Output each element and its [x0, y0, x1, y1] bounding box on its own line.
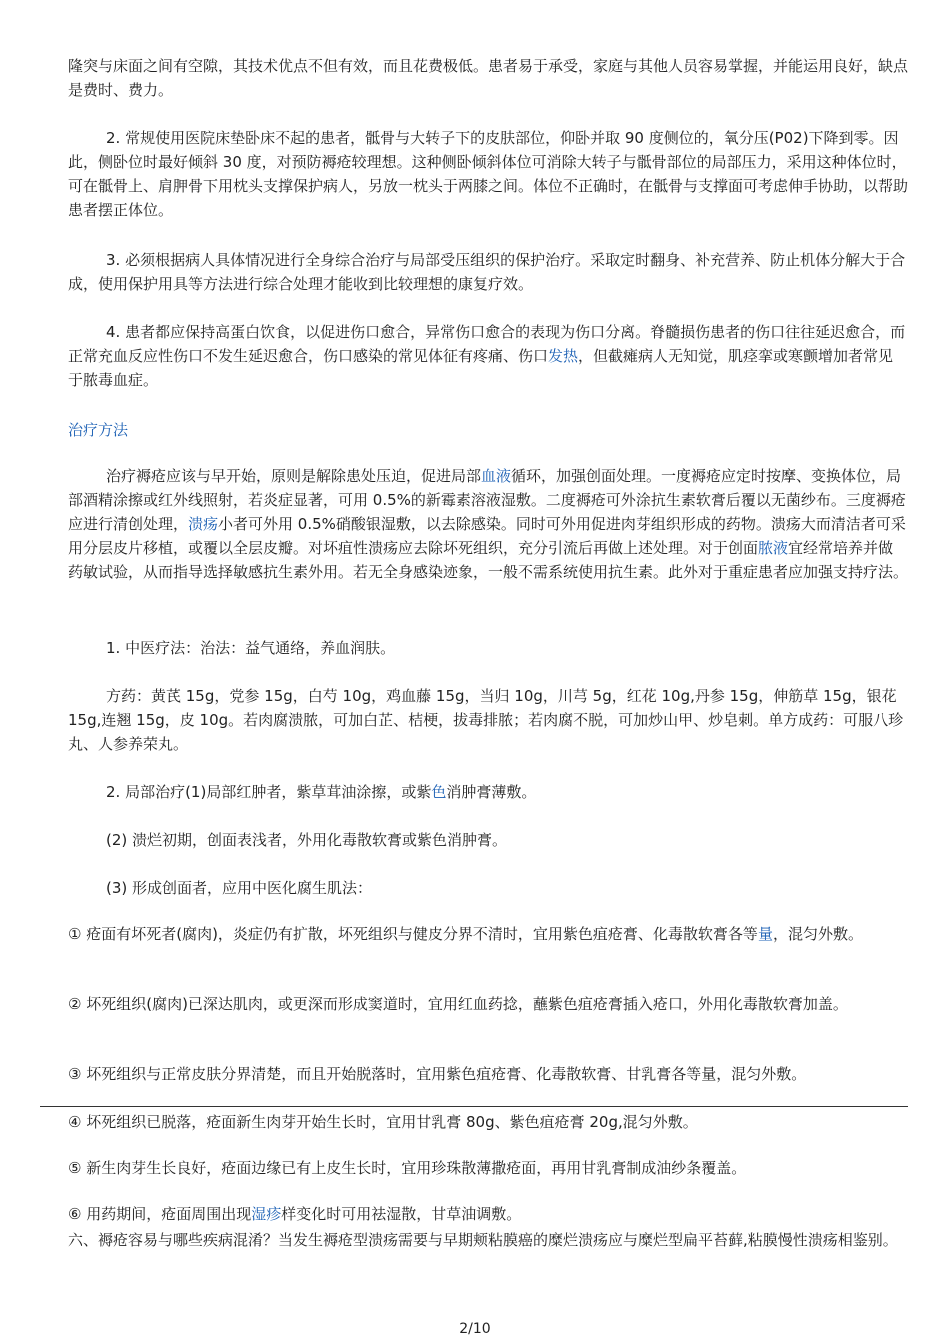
color-link[interactable]: 色	[431, 783, 447, 801]
tcm-therapy-title: 1. 中医疗法：治法：益气通络，养血润肤。	[106, 639, 396, 657]
step-4: ④ 坏死组织已脱落，疮面新生肉芽开始生长时，宜用甘乳膏 80g、紫色疽疮膏 20g,混匀外敷。	[68, 1113, 698, 1131]
step-3: ③ 坏死组织与正常皮肤分界清楚，而且开始脱落时，宜用紫色疽疮膏、化毒散软膏、甘乳膏各等量，混匀外敷。	[68, 1065, 807, 1083]
step-2: ② 坏死组织(腐肉)已深达肌肉，或更深而形成窦道时，宜用红血药捻，蘸紫色疽疮膏插入疮口，外用化毒散软膏加盖。	[68, 995, 848, 1013]
paragraph-comprehensive-treatment: 3. 必须根据病人具体情况进行全身综合治疗与局部受压组织的保护治疗。采取定时翻身、补充营养、防止机体分解大于合成，使用保护用具等方法进行综合处理才能收到比较理想的康复疗效。	[68, 251, 906, 293]
local-treatment-3: (3) 形成创面者，应用中医化腐生肌法：	[106, 879, 373, 897]
section-heading-treatment[interactable]	[68, 418, 908, 442]
paragraph-continued: 隆突与床面之间有空隙，其技术优点不但有效，而且花费极低。患者易于承受，家庭与其他人员容易掌握，并能运用良好，缺点是费时、费力。	[68, 57, 909, 99]
pus-link[interactable]: 脓液	[758, 539, 789, 557]
page-number: 2/10	[459, 1321, 491, 1337]
ulcer-link[interactable]: 溃疡	[188, 515, 219, 533]
divider-line	[40, 1106, 908, 1107]
fever-link[interactable]: 发热	[548, 347, 579, 365]
step-6: ⑥ 用药期间，疮面周围出现湿疹样变化时可用祛湿散，甘草油调敷。	[68, 1205, 522, 1223]
local-treatment-2: (2) 溃烂初期，创面表浅者，外用化毒散软膏或紫色消肿膏。	[106, 831, 508, 849]
blood-link[interactable]: 血液	[481, 467, 512, 485]
prescription-paragraph: 方药：黄芪 15g，党参 15g，白芍 10g，鸡血藤 15g，当归 10g，川芎 5g，红花 10g,丹参 15g，伸筋草 15g，银花 15g,连翘 15g，皮 10g。若肉腐溃脓，可加白芷、桔梗，拔毒排脓；若肉腐不脱，可加炒山甲、炒皂刺。单方成药：可服八珍丸、人参养荣丸。	[68, 687, 904, 753]
step-1: ① 疮面有坏死者(腐肉)，炎症仍有扩散，坏死组织与健皮分界不清时，宜用紫色疽疮膏、化毒散软膏各等量，混匀外敷。	[68, 925, 863, 943]
paragraph-nutrition: 4. 患者都应保持高蛋白饮食，以促进伤口愈合，异常伤口愈合的表现为伤口分离。脊髓损伤患者的伤口往往延迟愈合，而正常充血反应性伤口不发生延迟愈合，伤口感染的常见体征有疼痛、伤口发热，但截瘫病人无知觉，肌痉挛或寒颤增加者常见于脓毒血症。	[68, 323, 906, 389]
treatment-methods-link[interactable]: 治疗方法	[68, 421, 129, 439]
amount-link[interactable]: 量	[757, 925, 773, 943]
step-5: ⑤ 新生肉芽生长良好，疮面边缘已有上皮生长时，宜用珍珠散薄撒疮面，再用甘乳膏制成油纱条覆盖。	[68, 1159, 747, 1177]
paragraph-treatment: 治疗褥疮应该与早开始，原则是解除患处压迫，促进局部血液循环，加强创面处理。一度褥疮应定时按摩、变换体位，局部酒精涂擦或红外线照射，若炎症显著，可用 0.5%的新霉素溶液湿敷。二度褥疮可外涂抗生素软膏后覆以无菌纱布。三度褥疮应进行清创处理，溃疡小者可外用 0.5%硝酸银湿敷，以去除感染。同时可外用促进肉芽组织形成的药物。溃疡大而清洁者可采用分层皮片移植，或覆以全层皮瓣。对坏疽性溃疡应去除坏死组织，充分引流后再做上述处理。对于创面脓液宜经常培养并做药敏试验，从而指导选择敏感抗生素外用。若无全身感染迹象，一般不需系统使用抗生素。此外对于重症患者应加强支持疗法。	[68, 467, 909, 581]
eczema-link[interactable]: 湿疹	[251, 1205, 282, 1223]
local-treatment-1: 2. 局部治疗(1)局部红肿者，紫草茸油涂擦，或紫色消肿膏薄敷。	[106, 783, 537, 801]
paragraph-side-position: 2. 常规使用医院床垫卧床不起的患者，骶骨与大转子下的皮肤部位，仰卧并取 90 度侧位的，氧分压(P02)下降到零。因此，侧卧位时最好倾斜 30 度，对预防褥疮较理想。这种侧卧倾斜体位可消除大转子与骶骨部位的局部压力，采用这种体位时，可在骶骨上、肩胛骨下用枕头支撑保护病人，另放一枕头于两膝之间。体位不正确时，在骶骨与支撑面可考虑伸手协助，以帮助患者摆正体位。	[68, 129, 909, 219]
section-six-paragraph: 六、褥疮容易与哪些疾病混淆？当发生褥疮型溃疡需要与早期颊粘膜癌的糜烂溃疡应与糜烂型扁平苔藓,粘膜慢性溃疡相鉴别。	[68, 1231, 898, 1249]
